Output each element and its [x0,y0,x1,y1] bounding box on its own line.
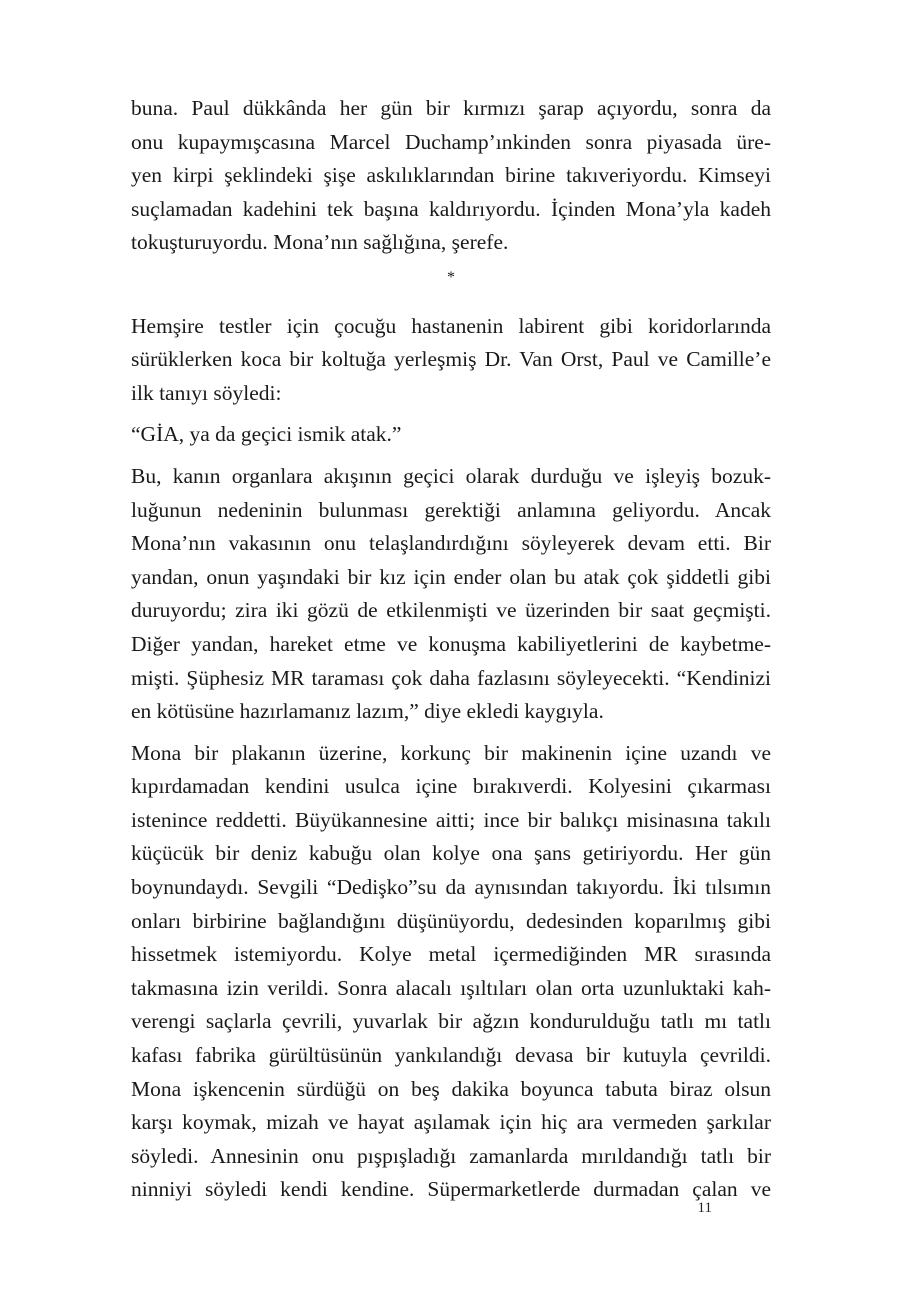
text-line: Bu, kanın organlara akışının geçici olarak durduğu ve işleyiş bozuk- [131,463,771,488]
text-line: suçlamadan kadehini tek başına kaldırıyordu. İçinden Mona’yla kadeh [131,196,771,221]
page-number: 11 [697,1200,712,1216]
text-line: onu kupaymışcasına Marcel Duchamp’ınkinden sonra piyasada üre- [131,129,771,154]
text-line: takmasına izin verildi. Sonra alacalı ışıltıları olan orta uzunluktaki kah- [131,975,771,1000]
paragraph [131,460,771,729]
section-separator: * [447,268,455,286]
text-line: karşı koymak, mizah ve hayat aşılamak için hiç ara vermeden şarkılar [131,1110,771,1135]
text-line: boynundaydı. Sevgili “Dedişko”su da aynısından takıyordu. İki tılsımın [131,875,771,900]
paragraph [131,418,771,452]
text-line: Mona işkencenin sürdüğü on beş dakika boyunca tabuta biraz olsun [131,1076,771,1101]
text-line: söyledi. Annesinin onu pışpışladığı zamanlarda mırıldandığı tatlı bir [131,1143,771,1168]
text-line: Mona’nın vakasının onu telaşlandırdığını söyleyerek devam etti. Bir [131,531,771,556]
text-line: ninniyi söyledi kendi kendine. Süpermarketlerde durmadan çalan ve [131,1177,771,1202]
spacer [131,410,771,418]
text-line: yandan, onun yaşındaki bir kız için ender olan bu atak çok şiddetli gibi [131,564,771,589]
text-line: onları birbirine bağlandığını düşünüyordu, dedesinden koparılmış gibi [131,908,771,933]
text-line: kafası fabrika gürültüsünün yankılandığı devasa bir kutuyla çevrildi. [131,1043,771,1068]
text-line: luğunun nedeninin bulunması gerektiği anlamına geliyordu. Ancak [131,497,771,522]
text-line: Mona bir plakanın üzerine, korkunç bir makinenin içine uzandı ve [131,740,771,765]
text-line: küçücük bir deniz kabuğu olan kolye ona şans getiriyordu. Her gün [131,841,771,866]
text-line: hissetmek istemiyordu. Kolye metal içermediğinden MR sırasında [131,942,771,967]
spacer [131,452,771,460]
text-line: duruyordu; zira iki gözü de etkilenmişti ve üzerinden bir saat geçmişti. [131,598,771,623]
spacer [131,294,771,310]
paragraph [131,737,771,1207]
text-line: yen kirpi şeklindeki şişe askılıklarından birine takıveriyordu. Kimseyi [131,163,771,188]
text-line: tokuşturuyordu. Mona’nın sağlığına, şerefe. [131,230,509,255]
text-line: sürüklerken koca bir koltuğa yerleşmiş Dr. Van Orst, Paul ve Camille’e [131,347,771,372]
text-line: en kötüsüne hazırlamanız lazım,” diye ekledi kaygıyla. [131,699,604,724]
text-line: Diğer yandan, hareket etme ve konuşma kabiliyetlerini de kaybetme- [131,631,771,656]
text-line: mişti. Şüphesiz MR taraması çok daha fazlasını söyleyecekti. “Kendinizi [131,665,771,690]
text-line: kıpırdamadan kendini usulca içine bırakıverdi. Kolyesini çıkarması [131,774,771,799]
text-line: ilk tanıyı söyledi: [131,380,282,405]
paragraph [131,310,771,411]
text-line: istenince reddetti. Büyükannesine aitti; ince bir balıkçı misinasına takılı [131,807,771,832]
spacer [131,729,771,737]
text-line: “GİA, ya da geçici ismik atak.” [131,422,402,447]
paragraph [131,92,771,260]
text-line: verengi saçlarla çevrili, yuvarlak bir ağzın kondurulduğu tatlı mı tatlı [131,1009,771,1034]
text-line: buna. Paul dükkânda her gün bir kırmızı şarap açıyordu, sonra da [131,96,771,120]
text-line: Hemşire testler için çocuğu hastanenin labirent gibi koridorlarında [131,313,771,338]
page-text [131,92,771,1207]
